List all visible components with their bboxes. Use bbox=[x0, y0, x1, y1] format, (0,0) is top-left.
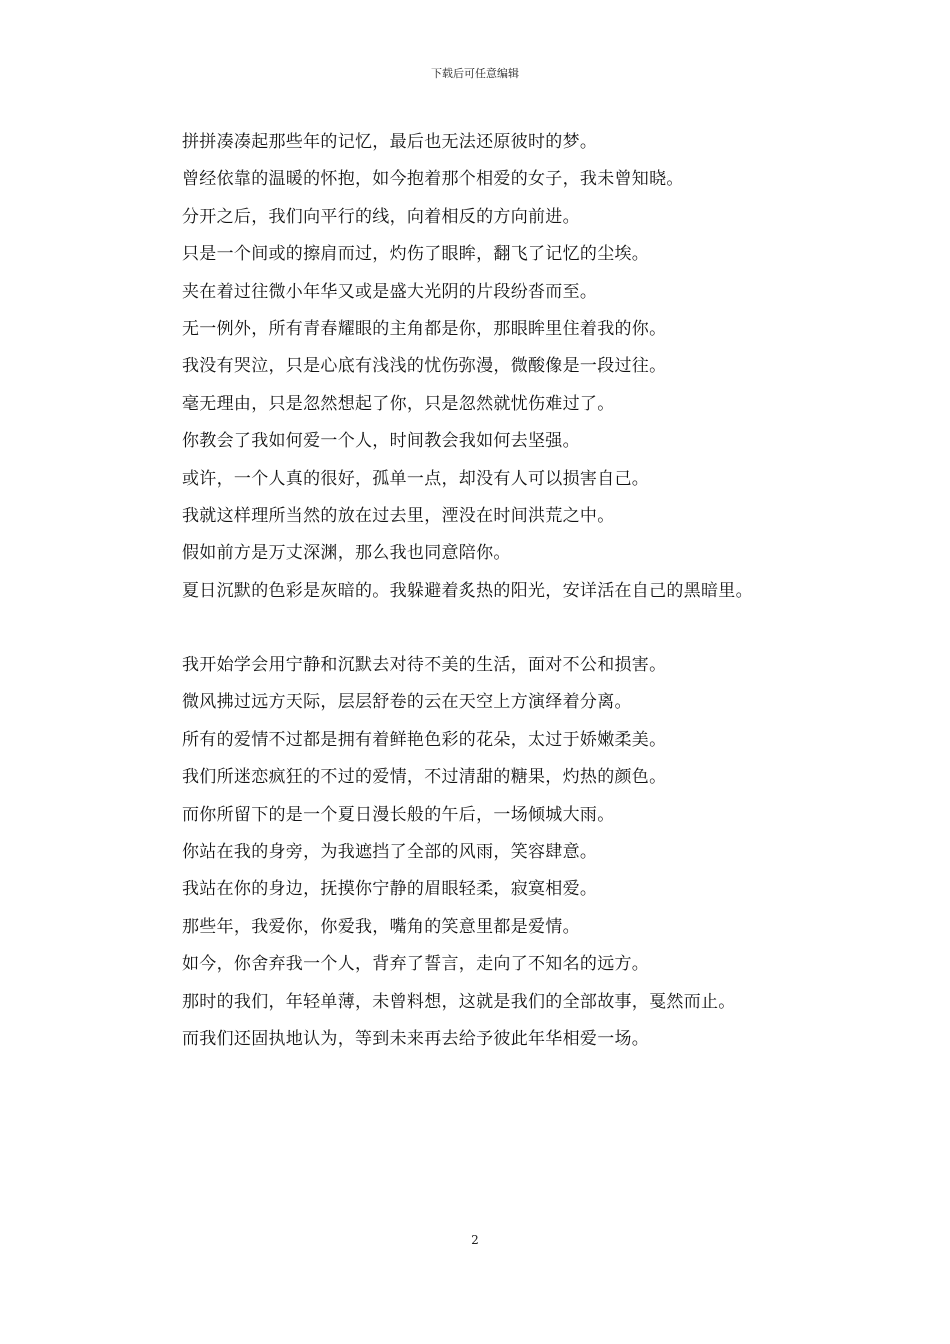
text-line: 我们所迷恋疯狂的不过的爱情，不过清甜的糖果，灼热的颜色。 bbox=[182, 767, 667, 788]
text-line: 我就这样理所当然的放在过去里，湮没在时间洪荒之中。 bbox=[182, 505, 615, 526]
page-header: 下载后可任意编辑 bbox=[431, 67, 519, 80]
text-line: 毫无理由，只是忽然想起了你，只是忽然就忧伤难过了。 bbox=[182, 393, 615, 414]
text-line: 你教会了我如何爱一个人，时间教会我如何去坚强。 bbox=[182, 431, 580, 452]
text-line: 那些年，我爱你，你爱我，嘴角的笑意里都是爱情。 bbox=[182, 916, 580, 937]
text-line: 如今，你舍弃我一个人，背弃了誓言，走向了不知名的远方。 bbox=[182, 954, 650, 975]
stanza-1 bbox=[182, 124, 882, 610]
text-line: 夹在着过往微小年华又或是盛大光阴的片段纷沓而至。 bbox=[182, 281, 598, 302]
text-line: 所有的爱情不过都是拥有着鲜艳色彩的花朵，太过于娇嫩柔美。 bbox=[182, 729, 667, 750]
text-line: 而你所留下的是一个夏日漫长般的午后，一场倾城大雨。 bbox=[182, 804, 615, 825]
text-line: 只是一个间或的擦肩而过，灼伤了眼眸，翻飞了记忆的尘埃。 bbox=[182, 244, 650, 265]
text-line: 你站在我的身旁，为我遮挡了全部的风雨，笑容肆意。 bbox=[182, 841, 598, 862]
text-line: 我开始学会用宁静和沉默去对待不美的生活，面对不公和损害。 bbox=[182, 655, 667, 675]
text-line: 我没有哭泣，只是心底有浅浅的忧伤弥漫，微酸像是一段过往。 bbox=[182, 356, 667, 377]
text-line: 无一例外，所有青春耀眼的主角都是你，那眼眸里住着我的你。 bbox=[182, 318, 667, 339]
text-line: 或许，一个人真的很好，孤单一点，却没有人可以损害自己。 bbox=[182, 468, 650, 489]
text-line: 拼拼凑凑起那些年的记忆，最后也无法还原彼时的梦。 bbox=[182, 132, 598, 152]
page-number: 2 bbox=[471, 1233, 479, 1247]
text-line: 那时的我们，年轻单薄，未曾料想，这就是我们的全部故事，戛然而止。 bbox=[182, 991, 736, 1012]
text-line: 分开之后，我们向平行的线，向着相反的方向前进。 bbox=[182, 206, 580, 227]
text-line: 我站在你的身边，抚摸你宁静的眉眼轻柔，寂寞相爱。 bbox=[182, 879, 598, 900]
text-line: 曾经依靠的温暖的怀抱，如今抱着那个相爱的女子，我未曾知晓。 bbox=[182, 169, 684, 190]
text-line: 夏日沉默的色彩是灰暗的。我躲避着炙热的阳光，安详活在自己的黑暗里。 bbox=[182, 580, 753, 601]
text-line: 而我们还固执地认为，等到未来再去给予彼此年华相爱一场。 bbox=[182, 1028, 650, 1049]
stanza-2 bbox=[182, 647, 882, 1058]
text-line: 微风拂过远方天际，层层舒卷的云在天空上方演绎着分离。 bbox=[182, 692, 632, 713]
text-line: 假如前方是万丈深渊，那么我也同意陪你。 bbox=[182, 543, 511, 564]
